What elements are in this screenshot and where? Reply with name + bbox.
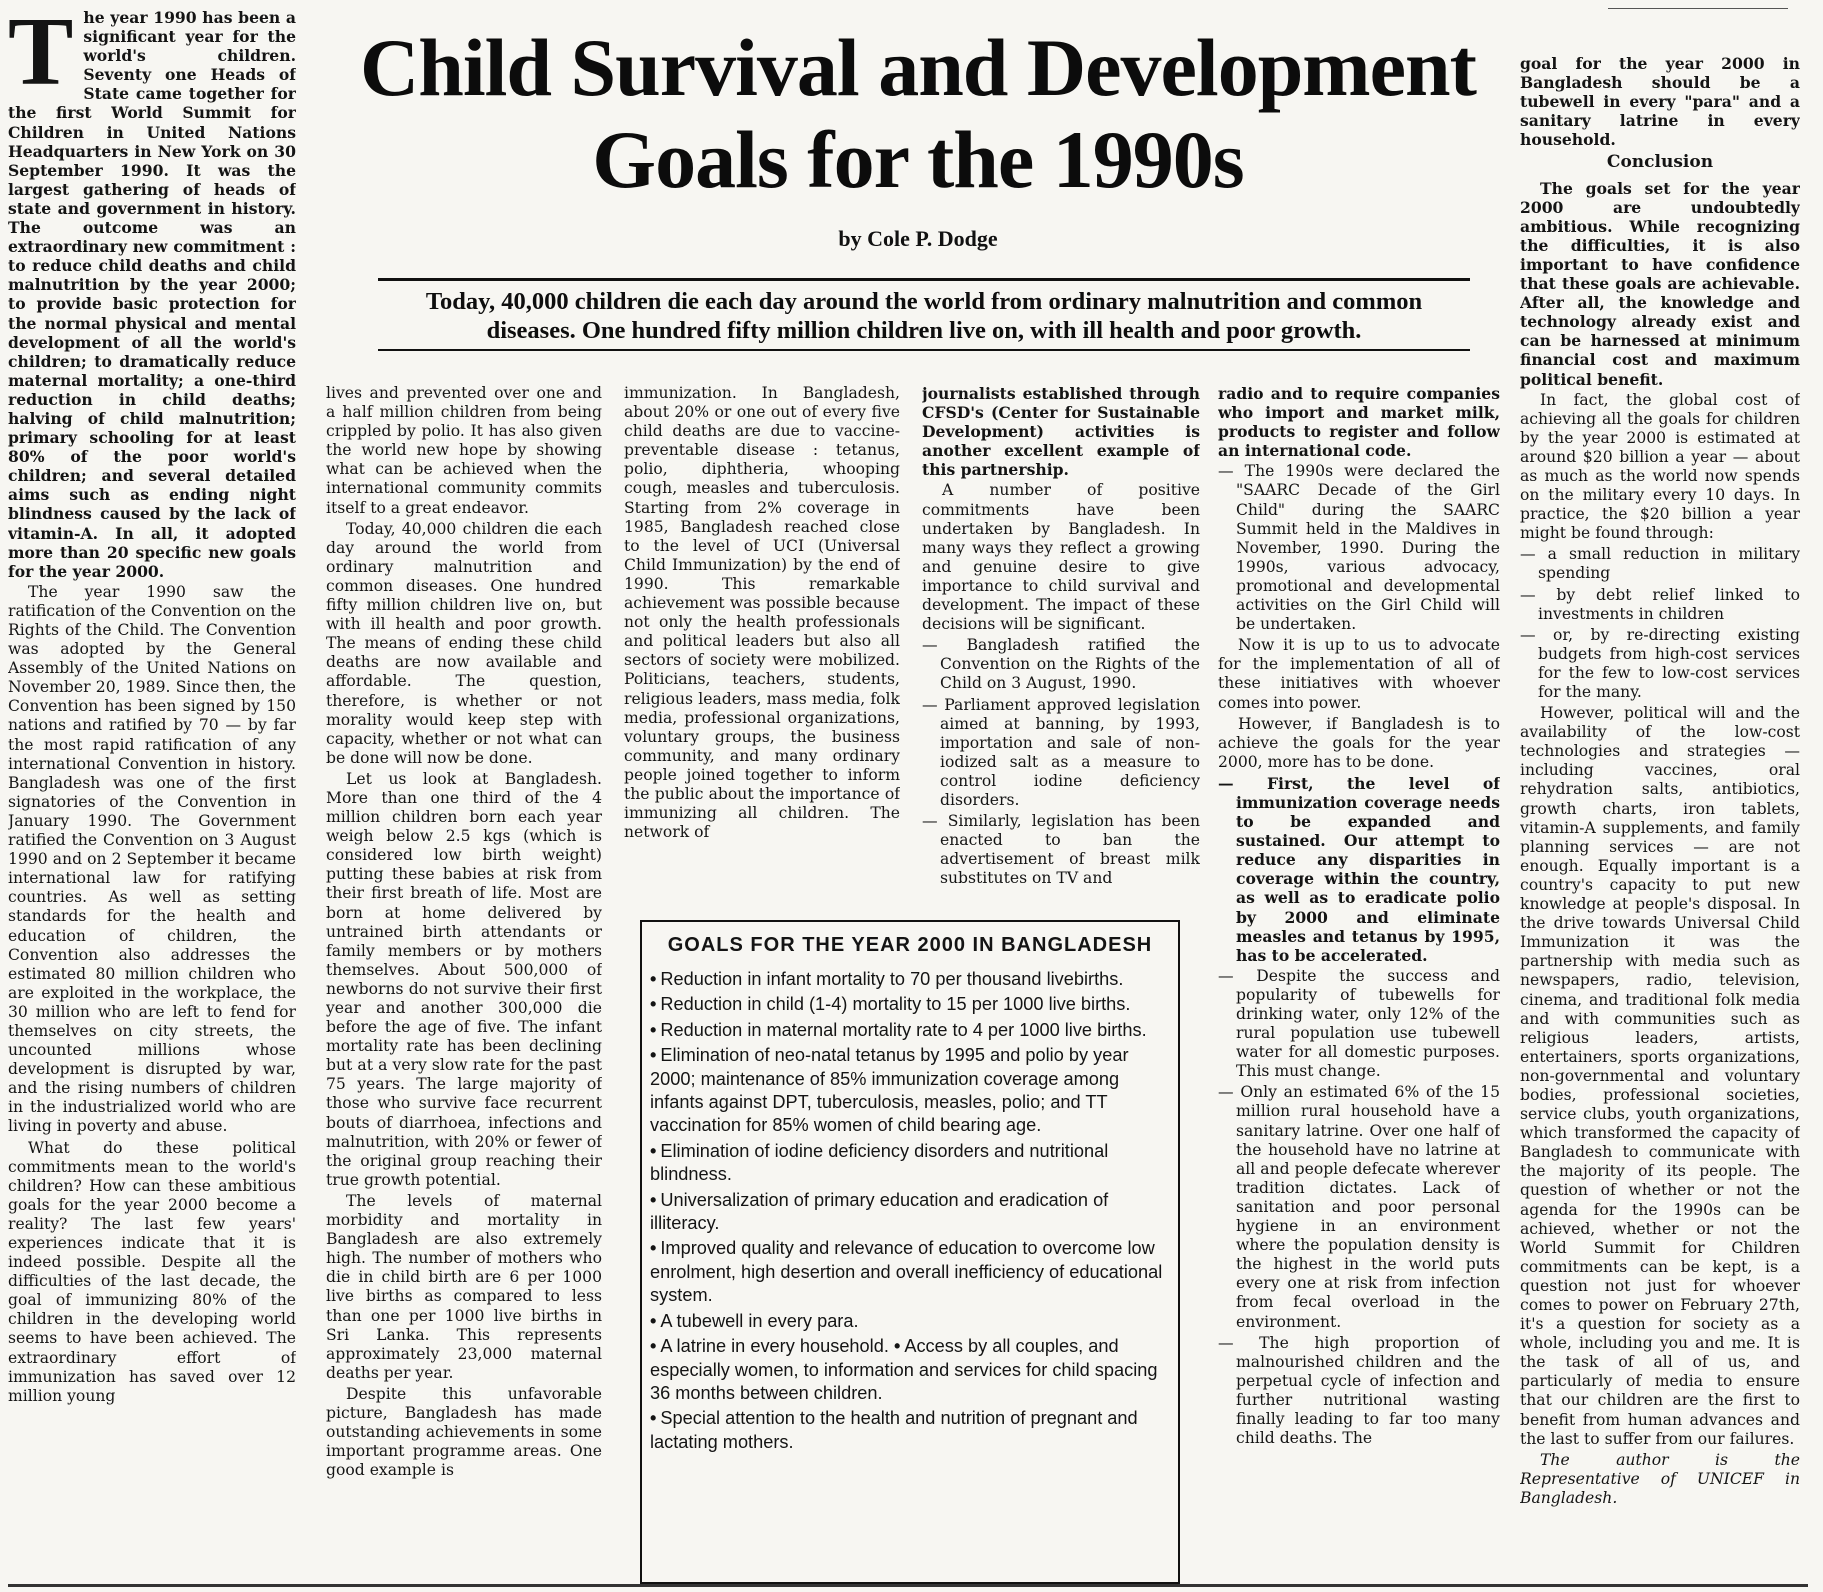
newspaper-article [8, 8, 1815, 1584]
headline: Child Survival and Development Goals for the 1990s [360, 22, 1476, 205]
goal-item-text: Reduction in maternal mortality rate to 4 per 1000 live births. [660, 1019, 1147, 1040]
col4-dash-item-3: — Similarly, legislation has been enacted to ban the advertisement of breast milk substitutes on TV and [922, 812, 1200, 888]
col2-paragraph-1: lives and prevented over one and a half million children from being crippled by polio. It has also given the world new hope by showing what can be achieved when the international community commits itself to a great endeavor. [326, 384, 602, 517]
col5-paragraph-3: However, if Bangladesh is to achieve the goals for the year 2000, more has to be done. [1218, 714, 1500, 771]
goal-item: • A tubewell in every para. [650, 1310, 859, 1331]
col4-paragraph-2: A number of positive commitments have been undertaken by Bangladesh. In many ways they reflect a growing and genuine desire to give importance to child survival and development. The impact of these decisions will be significant. [922, 481, 1200, 634]
author-signature: The author is the Representative of UNICEF in Bangladesh. [1520, 1450, 1800, 1507]
col2-paragraph-4: The levels of maternal morbidity and mortality in Bangladesh are also extremely high. The number of mothers who die in child birth are 6 per 1000 live births as compared to less than one per 1000 live births in Sri Lanka. This represents approximately 23,000 maternal deaths per year. [326, 1191, 602, 1382]
col6-dash-item-1: — a small reduction in military spending [1520, 545, 1800, 583]
col1-paragraph-3: What do these political commitments mean to the world's children? How can these ambitious goals for the year 2000 become a reality? The last few years' experiences indicate that it is indeed possible. Despite all the difficulties of the last decade, the goal of immunizing 80% of the children in the developing world seems to have been achieved. The extraordinary effort of immunization has saved over 12 million young [8, 1138, 296, 1405]
byline: by Cole P. Dodge [838, 226, 998, 251]
col1-paragraph-1: he year 1990 has been a significant year for the world's children. Seventy one Heads of State came together for the first World Summit for Children in United Nations Headquarters in New York on 30 September 1990. It was the largest gathering of heads of state and government in history. The outcome was an extraordinary new commitment : to reduce child deaths and child malnutrition by the year 2000; to provide basic protection for the normal physical and mental development of all the world's children; to dramatically reduce maternal mortality; a one-third reduction in child deaths; halving of child malnutrition; primary schooling for at least 80% of the poor world's children; and several detailed aims such as ending night blindness caused by the lack of vitamin-A. In all, it adopted more than 20 specific new goals for the year 2000. [8, 8, 296, 581]
bottom-rule [8, 1584, 1808, 1587]
page-edge-rule [1608, 8, 1788, 13]
col5-dash-item-5: — The high proportion of malnourished children and the perpetual cycle of infection and further nutritional wasting finally leading to far too many child deaths. The [1218, 1333, 1500, 1448]
goal-item-text: Elimination of iodine deficiency disorders and nutritional blindness. [650, 1140, 1109, 1185]
col2-paragraph-2: Today, 40,000 children die each day around the world from ordinary malnutrition and common diseases. One hundred fifty million children live on, but with ill health and poor growth. The means of ending these child deaths are now available and affordable. The question, therefore, is whether or not morality would keep step with capacity, whether or not what can be done will now be done. [326, 519, 602, 767]
col2-paragraph-5: Despite this unfavorable picture, Bangladesh has made outstanding achievements in some important programme areas. One good example is [326, 1384, 602, 1480]
conclusion-heading: Conclusion [1606, 152, 1714, 173]
col6-dash-item-3: — or, by re-directing existing budgets from high-cost services for the few to low-cost services for the many. [1520, 625, 1800, 701]
goal-item: • Reduction in infant mortality to 70 per thousand livebirths. [650, 969, 1124, 989]
goals-box [640, 920, 1180, 1584]
col5-dash-item-3: — Despite the success and popularity of tubewells for drinking water, only 12% of the rural population use tubewell water for all domestic purposes. This must change. [1218, 966, 1500, 1081]
col1-paragraph-2: The year 1990 saw the ratification of the Convention on the Rights of the Child. The Convention was adopted by the General Assembly of the United Nations on November 20, 1989. Since then, the Convention has been signed by 150 nations and ratified by 70 — by far the most rapid ratification of any international Convention in history. Bangladesh was one of the first signatories of the Convention in January 1990. The Government ratified the Convention on 3 August 1990 and on 2 September it became international law for ratifying countries. As well as setting standards for the health and education of children, the Convention also addresses the estimated 80 million children who are exploited in the workplace, the 30 million who are left to fend for themselves on city streets, the uncounted millions whose development is disrupted by war, and the rising numbers of children in the industrialized world who are living in poverty and abuse. [8, 582, 296, 1136]
goal-item: • Reduction in child (1-4) mortality to 15 per 1000 live births. [650, 994, 1131, 1015]
goal-item: • A latrine in every household. • Access by all couples, and especially women, to information and services for child spacing 36 months between children. [650, 1336, 1158, 1403]
col3-paragraph-1: immunization. In Bangladesh, about 20% or one out of every five child deaths are due to vaccine-preventable disease : tetanus, polio, diphtheria, whooping cough, measles and tuberculosis. Starting from 2% coverage in 1985, Bangladesh reached close to the level of UCI (Universal Child Immunization) by the end of 1990. This remarkable achievement was possible because not only the health professionals and political leaders but also all sectors of society were mobilized. Politicians, teachers, students, religious leaders, mass media, folk media, professional organizations, voluntary groups, the business community, and many ordinary people joined together to inform the public about the importance of immunizing all children. The network of [624, 384, 900, 842]
goal-item-text: A latrine in every household. [660, 1336, 889, 1357]
goal-item-text: Reduction in infant mortality to 70 per thousand livebirths. [660, 969, 1124, 989]
goal-item-text: Reduction in child (1-4) mortality to 15 per 1000 live births. [660, 994, 1131, 1015]
goal-item: • Elimination of iodine deficiency disorders and nutritional blindness. [650, 1140, 1109, 1185]
drop-cap: T [8, 8, 74, 106]
goal-item: • Universalization of primary education and eradication of illiteracy. [650, 1189, 1109, 1234]
col4-dash-item-1: — Bangladesh ratified the Convention on the Rights of the Child on 3 August, 1990. [922, 636, 1200, 693]
goal-item-text: Elimination of neo-natal tetanus by 1995 and polio by year 2000; maintenance of 85% immunization coverage among infants against DPT, tuberculosis, measles, polio; and TT vaccination for 85% women of child bearing age. [650, 1045, 1129, 1136]
col5-paragraph-1: radio and to require companies who import and market milk, products to register and follow an international code. [1218, 384, 1500, 461]
column-5 [1218, 384, 1500, 1580]
goal-item-text: Improved quality and relevance of education to overcome low enrolment, high desertion and overall inefficiency of educational system. [650, 1238, 1163, 1306]
col4-dash-item-2: — Parliament approved legislation aimed at banning, by 1993, importation and sale of non-iodized salt as a measure to control iodine deficiency disorders. [922, 695, 1200, 809]
col5-dash-item-2: — First, the level of immunization coverage needs to be expanded and sustained. Our attempt to reduce any disparities in coverage within the country, as well as to eradicate polio by 2000 and eliminate measles and tetanus by 1995, has to be accelerated. [1218, 773, 1500, 965]
goal-item: • Elimination of neo-natal tetanus by 1995 and polio by year 2000; maintenance of 85% immunization coverage among infants against DPT, tuberculosis, measles, polio; and TT vaccination for 85% women of child bearing age. [650, 1045, 1129, 1136]
col6-paragraph-3: In fact, the global cost of achieving all the goals for children by the year 2000 is estimated at around $20 billion a year — about as much as the world now spends on the military every 10 days. In practice, the $20 billion a year might be found through: [1520, 390, 1800, 543]
goal-item-text: Special attention to the health and nutrition of pregnant and lactating mothers. [650, 1408, 1138, 1452]
col6-paragraph-4: However, political will and the availability of the low-cost technologies and strategies — including vaccines, oral rehydration salts, antibiotics, growth charts, iron tablets, vitamin-A supplements, and family planning services — are not enough. Equally important is a country's capacity to put new knowledge at people's disposal. In the drive towards Universal Child Immunization it was the partnership with media such as newspapers, radio, television, cinema, and traditional folk media and with communities such as religious leaders, artists, entertainers, sports organizations, non-governmental and voluntary bodies, professional societies, service clubs, youth organizations, which transformed the capacity of Bangladesh to communicate with the majority of its people. The question of whether or not the agenda for the 1990s can be achieved, whether or not the World Summit for Children commitments can be kept, is a question not just for whoever comes to power on February 27th, it's a question for society as a whole, including you and me. It is the task of all of us, and particularly of media to ensure that our children are the first to benefit from human advances and the last to suffer from our failures. [1520, 704, 1800, 1448]
goal-item: • Reduction in maternal mortality rate to 4 per 1000 live births. [650, 1019, 1147, 1040]
col6-paragraph-1: goal for the year 2000 in Bangladesh should be a tubewell in every "para" and a sanitary latrine in every household. [1520, 54, 1800, 150]
goal-item: • Improved quality and relevance of education to overcome low enrolment, high desertion and overall inefficiency of educational system. [650, 1238, 1163, 1306]
column-2 [326, 384, 602, 1580]
col4-paragraph-1: journalists established through CFSD's (Center for Sustainable Development) activities is another excellent example of this partnership. [922, 384, 1200, 480]
col5-paragraph-2: Now it is up to us to advocate for the implementation of all of these initiatives with whoever comes into power. [1218, 636, 1500, 712]
col5-dash-item-4: — Only an estimated 6% of the 15 million rural household have a sanitary latrine. Over one half of the household have no latrine at all and people defecate wherever tradition dictates. Lack of sanitation and poor personal hygiene in an environment where the population density is the highest in the world puts every one at risk from infection from fecal overload in the environment. [1218, 1083, 1500, 1331]
goal-item-text: Access by all couples, and especially women, to information and services for child spacing 36 months between children. [650, 1336, 1158, 1403]
column-6 [1520, 54, 1800, 1580]
col5-dash-item-1: — The 1990s were declared the "SAARC Decade of the Girl Child" during the SAARC Summit held in the Maldives in November, 1990. During the 1990s, various advocacy, promotional and developmental activities on the Girl Child will be undertaken. [1218, 462, 1500, 634]
column-4 [922, 384, 1200, 904]
goal-item-text: Universalization of primary education and eradication of illiteracy. [650, 1189, 1109, 1234]
col2-paragraph-3: Let us look at Bangladesh. More than one third of the 4 million children born each year weigh below 2.5 kgs (which is considered low birth weight) putting these babies at risk from their first breath of life. Most are born at home delivered by untrained birth attendants or family members or by mothers themselves. About 500,000 of newborns do not survive their first year and another 300,000 die before the age of five. The infant mortality rate has been declining but at a very slow rate for the past 75 years. The large majority of those who survive face recurrent bouts of diarrhoea, infections and malnutrition, with 20% or fewer of the original group reaching their true growth potential. [326, 769, 602, 1189]
col6-paragraph-2: The goals set for the year 2000 are undoubtedly ambitious. While recognizing the difficulties, it is also important to have confidence that these goals are achievable. After all, the knowledge and technology already exist and can be harnessed at minimum financial cost and maximum political benefit. [1520, 178, 1800, 389]
column-1 [8, 8, 296, 1578]
column-3 [624, 384, 900, 904]
goal-item-text: A tubewell in every para. [660, 1310, 859, 1331]
col6-dash-item-2: — by debt relief linked to investments in children [1520, 585, 1800, 623]
goal-item: • Special attention to the health and nutrition of pregnant and lactating mothers. [650, 1408, 1138, 1452]
deck-summary: Today, 40,000 children die each day around the world from ordinary malnutrition and common diseases. One hundred fifty million children live on, with ill health and poor growth. [378, 278, 1470, 351]
goals-box-title: GOALS FOR THE YEAR 2000 IN BANGLADESH [667, 934, 1153, 956]
